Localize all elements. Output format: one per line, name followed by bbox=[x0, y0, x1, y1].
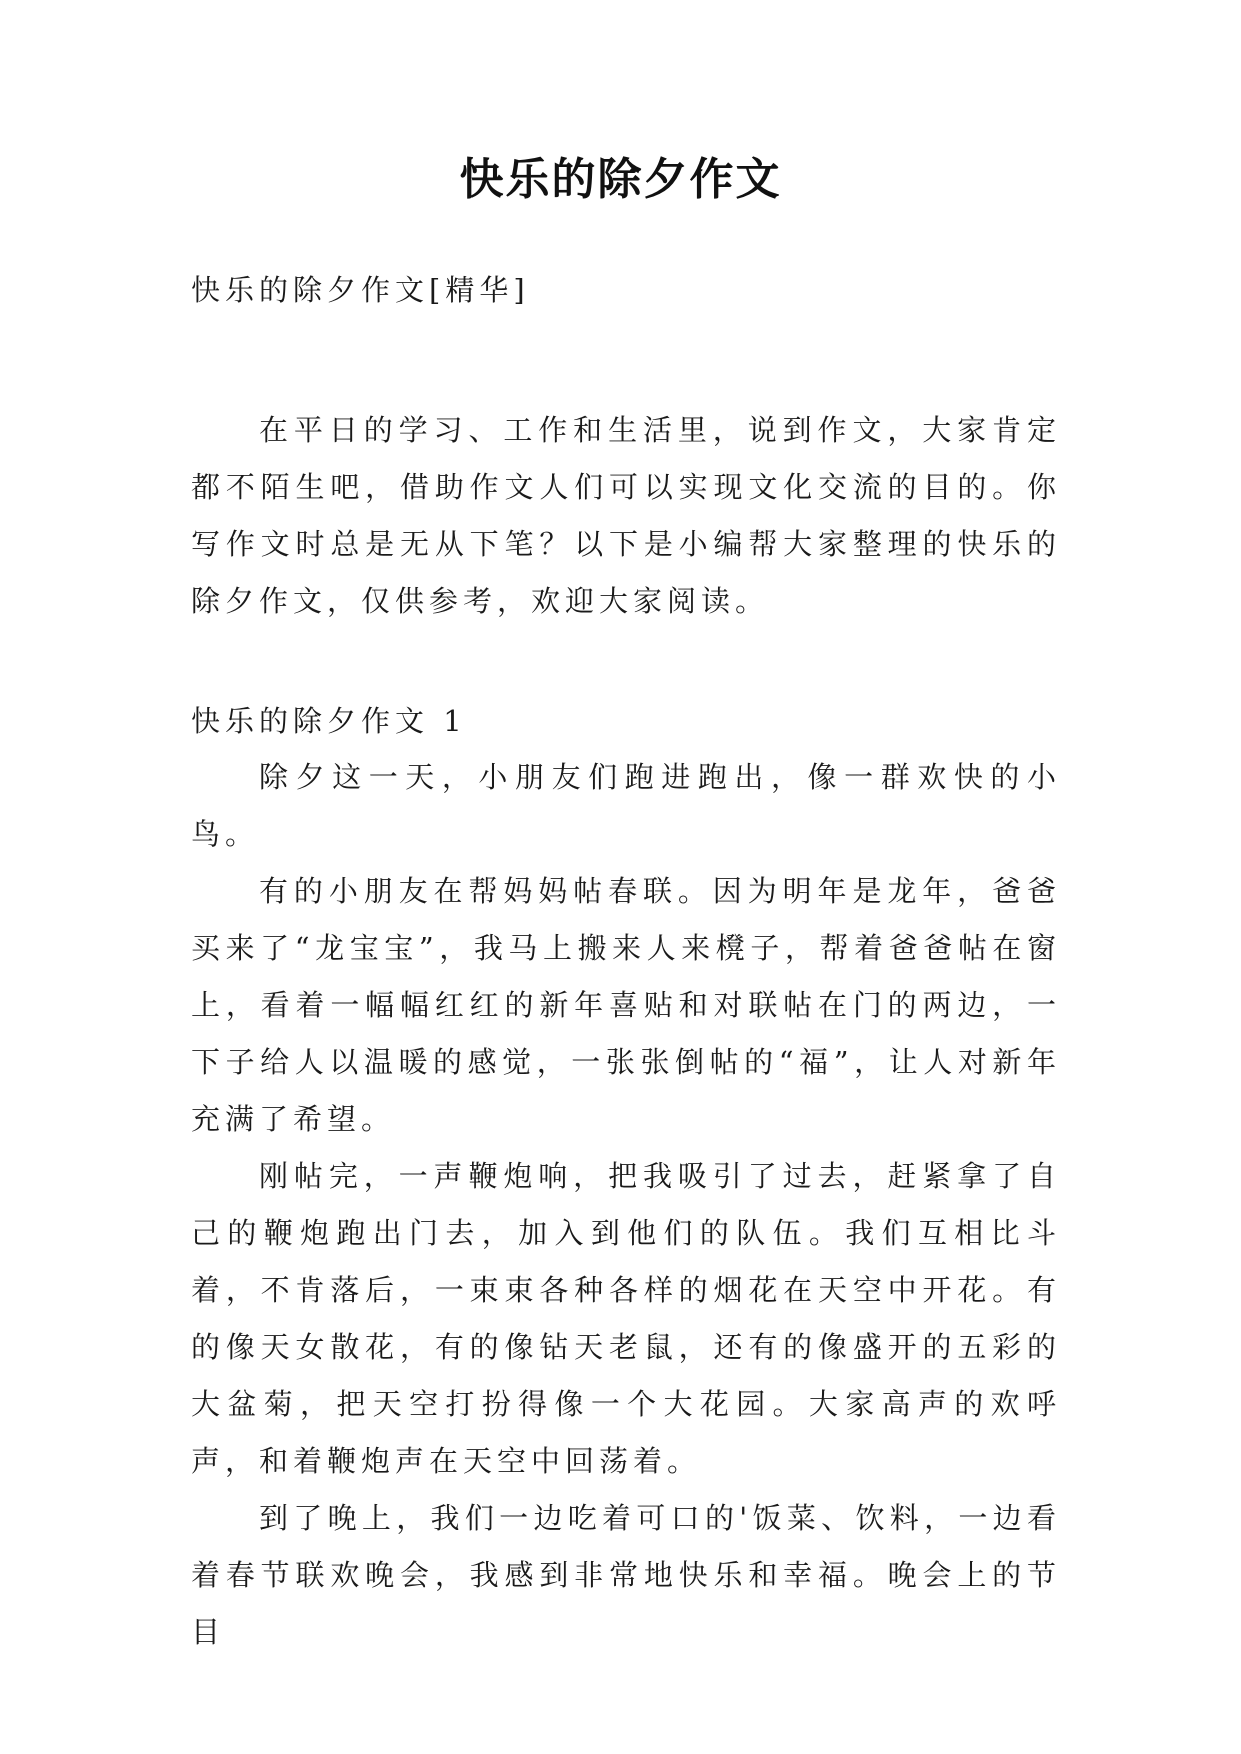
body-paragraph-2: 有的小朋友在帮妈妈帖春联。因为明年是龙年，爸爸买来了“龙宝宝”，我马上搬来人来櫈子，帮着爸爸帖在窗上，看着一幅幅红红的新年喜贴和对联帖在门的两边，一下子给人以温暖的感觉，一张张倒帖的“福”，让人对新年充满了希望。 bbox=[191, 874, 1061, 1136]
section-body bbox=[191, 749, 1061, 1661]
body-paragraph-1: 除夕这一天，小朋友们跑进跑出，像一群欢快的小鸟。 bbox=[191, 760, 1061, 851]
document-subtitle: 快乐的除夕作文[精华] bbox=[191, 273, 530, 307]
intro-paragraph: 在平日的学习、工作和生活里，说到作文，大家肯定都不陌生吧，借助作文人们可以实现文化交流的目的。你写作文时总是无从下笔？以下是小编帮大家整理的快乐的除夕作文，仅供参考，欢迎大家阅读。 bbox=[191, 413, 1061, 618]
section-heading: 快乐的除夕作文 1 bbox=[191, 704, 467, 738]
document-title: 快乐的除夕作文 bbox=[459, 154, 782, 205]
body-paragraph-4: 到了晚上，我们一边吃着可口的'饭菜、饮料，一边看着春节联欢晚会，我感到非常地快乐和幸福。晚会上的节目 bbox=[191, 1501, 1061, 1649]
body-paragraph-3: 刚帖完，一声鞭炮响，把我吸引了过去，赶紧拿了自己的鞭炮跑出门去，加入到他们的队伍。我们互相比斗着，不肯落后，一束束各种各样的烟花在天空中开花。有的像天女散花，有的像钻天老鼠，还有的像盛开的五彩的大盆菊，把天空打扮得像一个大花园。大家高声的欢呼声，和着鞭炮声在天空中回荡着。 bbox=[191, 1159, 1061, 1478]
